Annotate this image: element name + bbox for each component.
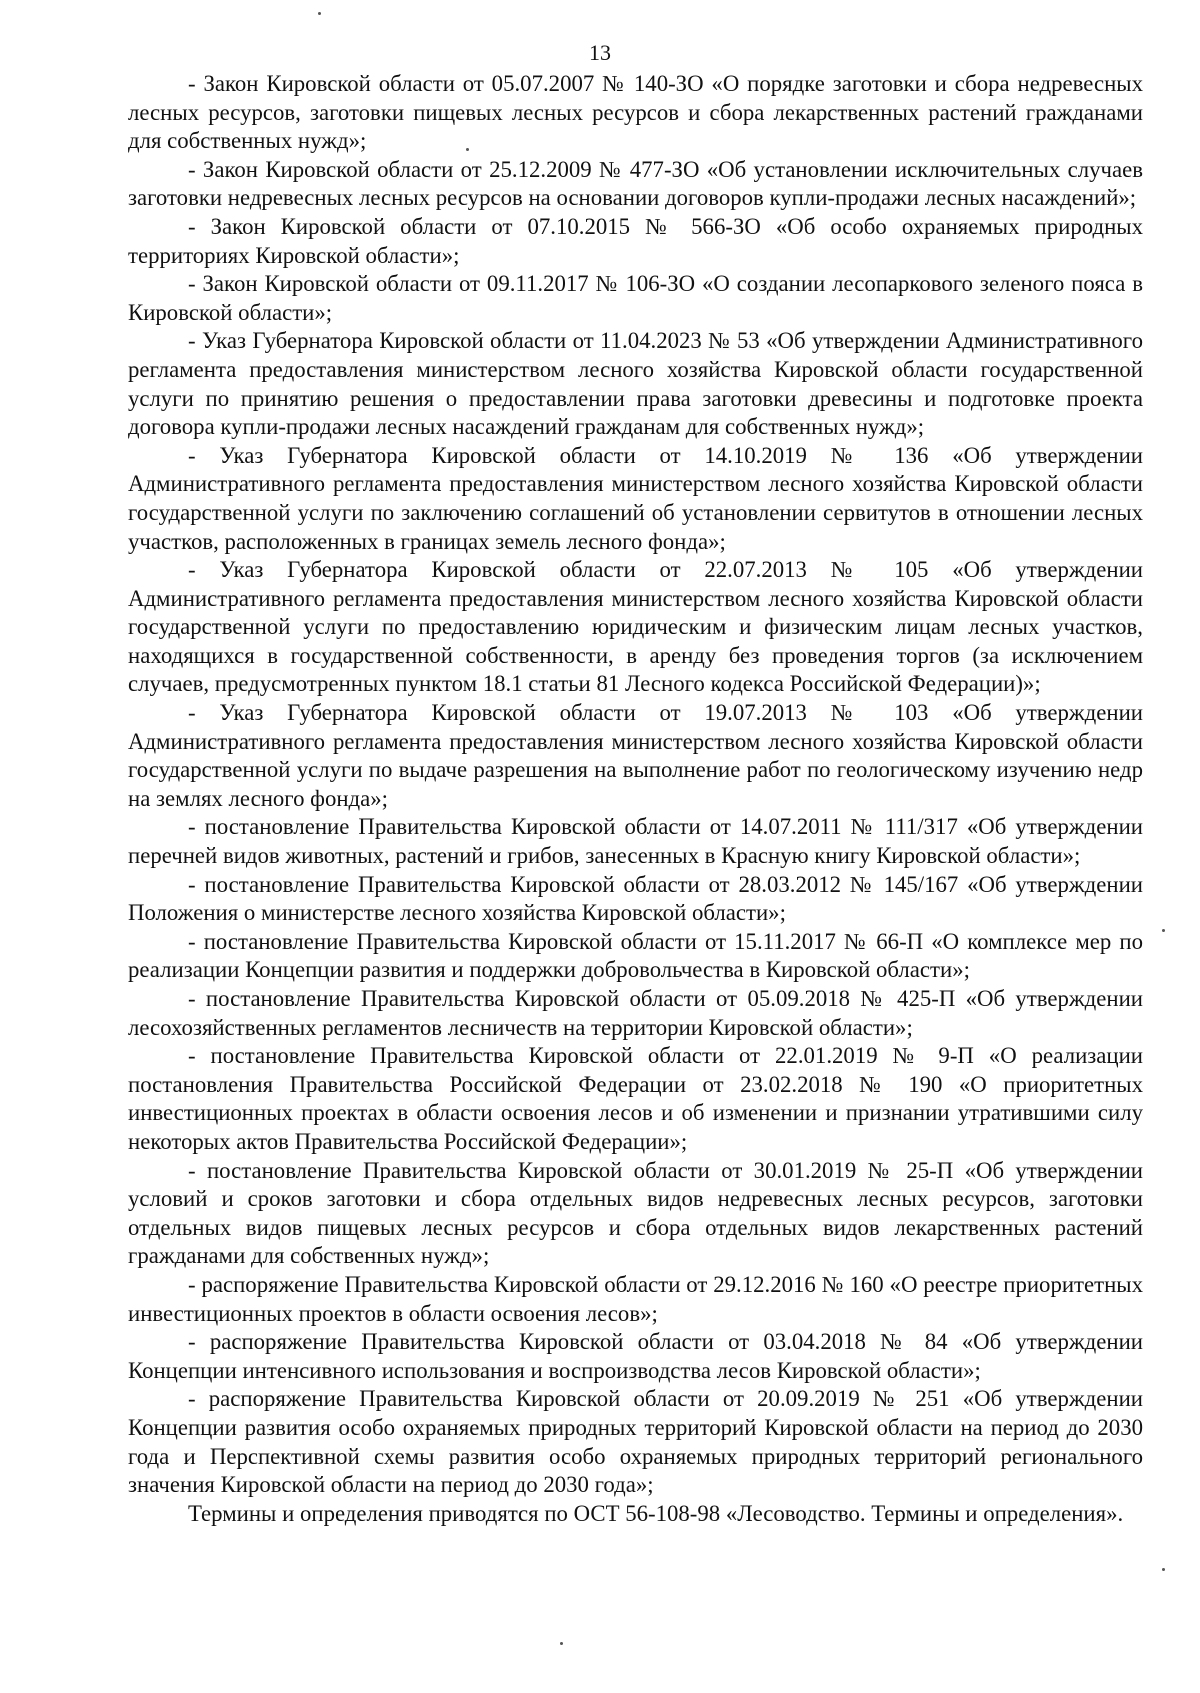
document-body [128, 70, 1143, 1528]
list-item: - постановление Правительства Кировской области от 14.07.2011 № 111/317 «Об утверждении перечней видов животных, растений и грибов, занесенных в Красную книгу Кировской области»; [128, 814, 1143, 869]
list-item: - постановление Правительства Кировской области от 15.11.2017 № 66-П «О комплексе мер по реализации Концепции развития и поддержки добровольчества в Кировской области»; [128, 928, 1143, 983]
list-item: - постановление Правительства Кировской области от 05.09.2018 № 425-П «Об утверждении лесохозяйственных регламентов лесничеств на территории Кировской области»; [128, 986, 1143, 1040]
scan-speck [318, 12, 321, 15]
list-item: - постановление Правительства Кировской области от 28.03.2012 № 145/167 «Об утверждении Положения о министерстве лесного хозяйства Кировской области»; [128, 871, 1143, 926]
list-item: - Закон Кировской области от 09.11.2017 № 106-ЗО «О создании лесопаркового зеленого пояса в Кировской области»; [128, 271, 1143, 325]
scan-speck [560, 1642, 563, 1645]
list-item: - Указ Губернатора Кировской области от 19.07.2013 № 103 «Об утверждении Административного регламента предоставления министерством лесного хозяйства Кировской области государственной услуги по выдаче разрешения на выполнение работ по геологическому изучению недр на землях лесного фонда»; [128, 700, 1143, 811]
list-item: - Указ Губернатора Кировской области от 14.10.2019 № 136 «Об утверждении Административного регламента предоставления министерством лесного хозяйства Кировской области государственной услуги по заключению соглашений об установлении сервитутов в отношении лесных участков, расположенных в границах земель лесного фонда»; [128, 442, 1143, 554]
scan-speck [1162, 929, 1165, 932]
list-item: - распоряжение Правительства Кировской области от 20.09.2019 № 251 «Об утверждении Концепции развития особо охраняемых природных территорий Кировской области на период до 2030 года и Перспективной схемы развития особо охраняемых природных территорий регионального значения Кировской области на период до 2030 года»; [128, 1386, 1143, 1498]
terms-paragraph: Термины и определения приводятся по ОСТ 56-108-98 «Лесоводство. Термины и определения». [188, 1500, 1124, 1526]
list-item: - Закон Кировской области от 25.12.2009 № 477-ЗО «Об установлении исключительных случаев заготовки недревесных лесных ресурсов на основании договоров купли-продажи лесных насаждений»; [128, 156, 1143, 211]
page-number: 13 [589, 40, 611, 65]
list-item: - Закон Кировской области от 05.07.2007 № 140-ЗО «О порядке заготовки и сбора недревесных лесных ресурсов, заготовки пищевых лесных ресурсов и сбора лекарственных растений гражданами для собственных нужд»; [128, 71, 1143, 154]
scan-speck [1162, 1568, 1165, 1571]
scan-speck [466, 148, 469, 151]
list-item: - Закон Кировской области от 07.10.2015 № 566-ЗО «Об особо охраняемых природных территориях Кировской области»; [128, 213, 1143, 268]
list-item: - постановление Правительства Кировской области от 22.01.2019 № 9-П «О реализации постановления Правительства Российской Федерации от 23.02.2018 № 190 «О приоритетных инвестиционных проектах в области освоения лесов и об изменении и признании утратившими силу некоторых актов Правительства Российской Федерации»; [128, 1043, 1143, 1154]
list-item: - распоряжение Правительства Кировской области от 03.04.2018 № 84 «Об утверждении Концепции интенсивного использования и воспроизводства лесов Кировской области»; [128, 1329, 1143, 1383]
list-item: - постановление Правительства Кировской области от 30.01.2019 № 25-П «Об утверждении условий и сроков заготовки и сбора отдельных видов недревесных лесных ресурсов, заготовки отдельных видов пищевых лесных ресурсов и сбора отдельных видов лекарственных растений гражданами для собственных нужд»; [128, 1157, 1143, 1269]
list-item: - распоряжение Правительства Кировской области от 29.12.2016 № 160 «О реестре приоритетных инвестиционных проектов в области освоения лесов»; [128, 1271, 1143, 1326]
list-item: - Указ Губернатора Кировской области от 22.07.2013 № 105 «Об утверждении Административного регламента предоставления министерством лесного хозяйства Кировской области государственной услуги по предоставлению юридическим и физическим лицам лесных участков, находящихся в государственной собственности, в аренду без проведения торгов (за исключением случаев, предусмотренных пунктом 18.1 статьи 81 Лесного кодекса Российской Федерации)»; [128, 557, 1143, 697]
list-item: - Указ Губернатора Кировской области от 11.04.2023 № 53 «Об утверждении Административного регламента предоставления министерством лесного хозяйства Кировской области государственной услуги по принятию решения о предоставлении права заготовки древесины и подготовке проекта договора купли-продажи лесных насаждений гражданам для собственных нужд»; [128, 328, 1143, 440]
